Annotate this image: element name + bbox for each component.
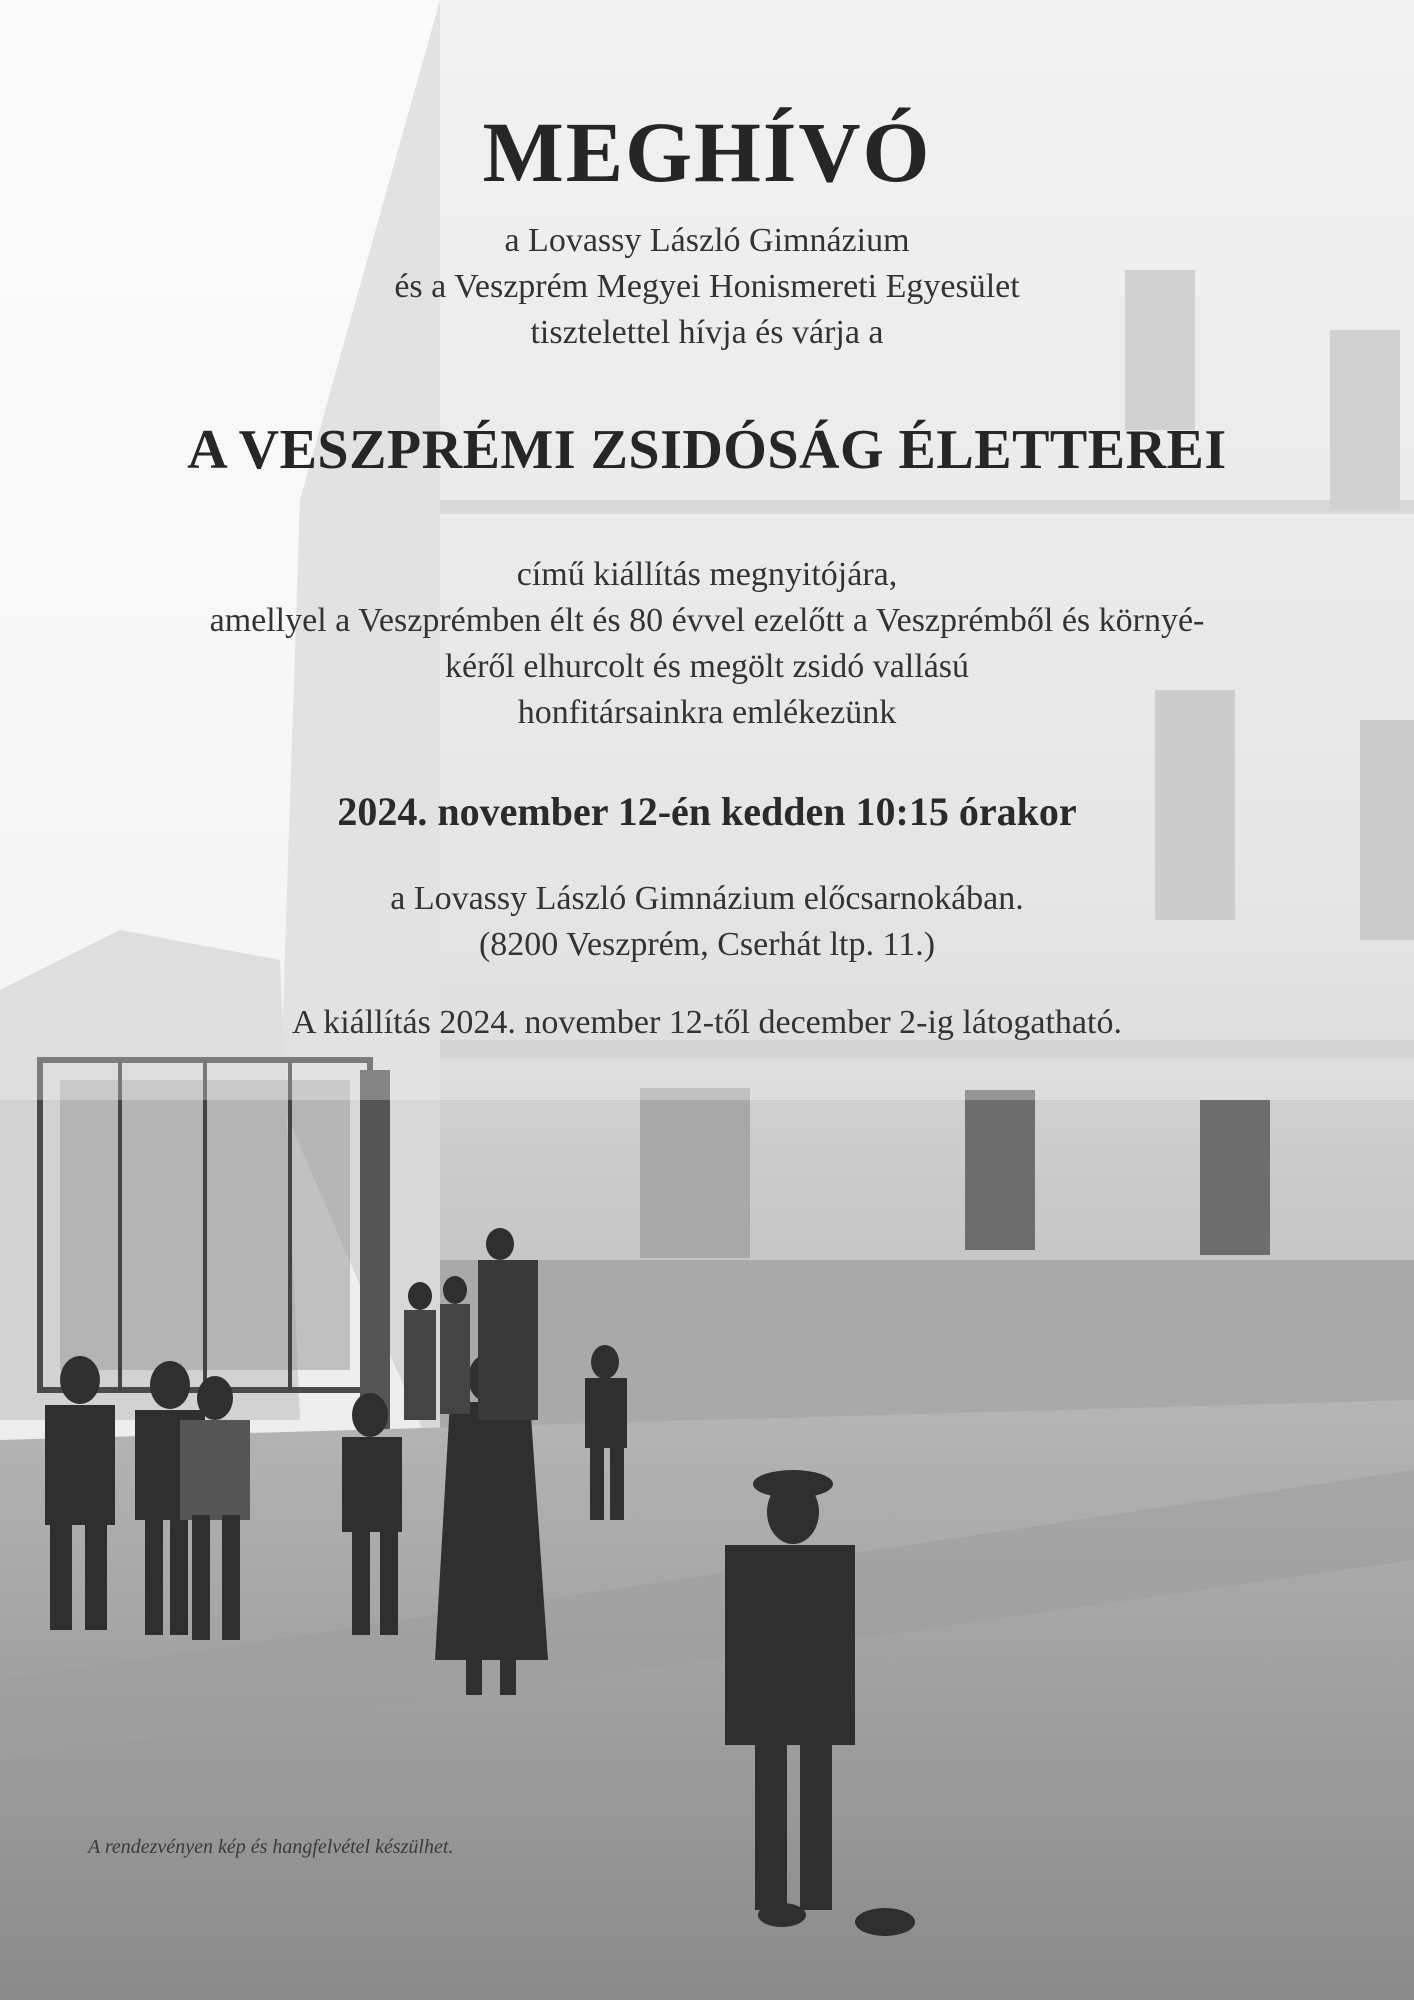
open-period-text: A kiállítás 2024. november 12-től december 2-ig látogatható. (292, 1004, 1122, 1041)
description-line: honfitársainkra emlékezünk (517, 694, 897, 731)
description-line: című kiállítás megnyitójára, (516, 556, 898, 593)
intro-line: tisztelettel hívja és várja a (530, 314, 884, 351)
venue-line: a Lovassy László Gimnázium előcsarnokában. (390, 880, 1024, 917)
venue-text (0, 876, 1414, 968)
description-line: amellyel a Veszprémben élt és 80 évvel ezelőtt a Veszprémből és környé- (209, 602, 1205, 639)
intro-line: a Lovassy László Gimnázium (504, 222, 910, 259)
event-datetime: 2024. november 12-én kedden 10:15 órakor (337, 789, 1077, 834)
venue-address: (8200 Veszprém, Cserhát ltp. 11.) (478, 926, 936, 963)
description-text (0, 552, 1414, 736)
exhibition-title: A VESZPRÉMI ZSIDÓSÁG ÉLETTEREI (187, 419, 1227, 481)
footnote: A rendezvényen kép és hangfelvétel készülhet. (88, 1836, 454, 1858)
intro-text (0, 218, 1414, 356)
description-line: kéről elhurcolt és megölt zsidó vallású (444, 648, 970, 685)
page-title: MEGHÍVÓ (482, 104, 932, 200)
intro-line: és a Veszprém Megyei Honismereti Egyesület (394, 268, 1020, 305)
